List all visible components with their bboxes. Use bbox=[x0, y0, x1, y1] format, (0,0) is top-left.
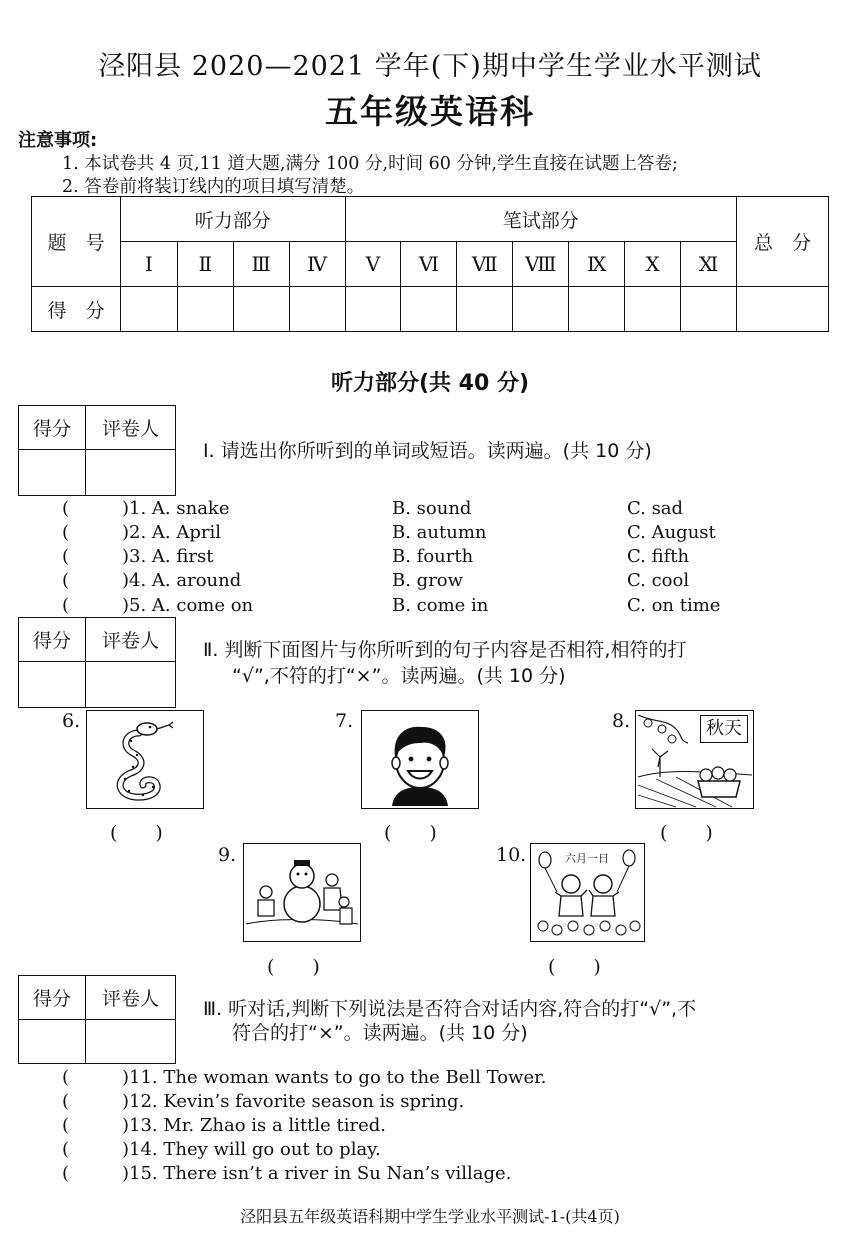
score-cell[interactable] bbox=[289, 287, 345, 332]
score-row-label: 得 分 bbox=[32, 287, 121, 332]
score-cell[interactable] bbox=[681, 287, 737, 332]
grader-box-1 bbox=[18, 405, 176, 496]
reviewer-label: 评卷人 bbox=[86, 406, 176, 450]
score-label: 得分 bbox=[19, 976, 86, 1020]
q13-paren[interactable]: ( bbox=[62, 1115, 70, 1136]
pic-8-answer[interactable]: ( ) bbox=[660, 822, 713, 844]
q4-option-c: C. cool bbox=[627, 570, 690, 591]
score-cell[interactable] bbox=[457, 287, 513, 332]
q11-paren[interactable]: ( bbox=[62, 1067, 70, 1088]
score-label: 得分 bbox=[19, 406, 86, 450]
children-balloons-icon bbox=[530, 843, 645, 942]
score-cell[interactable] bbox=[401, 287, 457, 332]
reviewer-input[interactable] bbox=[86, 1020, 176, 1064]
note-2: 2. 答卷前将装订线内的项目填写清楚。 bbox=[62, 177, 365, 197]
writing-part-header: 笔试部分 bbox=[345, 197, 736, 242]
q5-option-c: C. on time bbox=[627, 595, 721, 616]
q1-option-a: )1. A. snake bbox=[122, 498, 230, 519]
pic-6-answer[interactable]: ( ) bbox=[110, 822, 163, 844]
q3-option-b: B. fourth bbox=[392, 546, 474, 567]
score-cell[interactable] bbox=[120, 287, 177, 332]
pic-7-number: 7. bbox=[335, 710, 354, 732]
pic-7-answer[interactable]: ( ) bbox=[384, 822, 437, 844]
q11-statement: )11. The woman wants to go to the Bell Tower. bbox=[122, 1067, 547, 1088]
q15-statement: )15. There isn’t a river in Su Nan’s village. bbox=[122, 1163, 512, 1184]
q14-paren[interactable]: ( bbox=[62, 1139, 70, 1160]
score-label: 得分 bbox=[19, 618, 86, 662]
reviewer-input[interactable] bbox=[86, 450, 176, 496]
q1-option-c: C. sad bbox=[627, 498, 684, 519]
grader-box-2 bbox=[18, 617, 176, 708]
autumn-label: 秋天 bbox=[700, 715, 748, 743]
reviewer-label: 评卷人 bbox=[86, 976, 176, 1020]
score-cell[interactable] bbox=[513, 287, 569, 332]
numeral-cell: Ⅶ bbox=[457, 242, 513, 287]
numeral-cell: Ⅷ bbox=[513, 242, 569, 287]
q1-paren[interactable]: ( bbox=[62, 498, 70, 519]
q5-option-a: )5. A. come on bbox=[122, 595, 254, 616]
score-cell[interactable] bbox=[345, 287, 401, 332]
pic-6-number: 6. bbox=[62, 710, 81, 732]
section-3-heading-line2: 符合的打“×”。读两遍。(共 10 分) bbox=[232, 1022, 528, 1044]
pic-10-answer[interactable]: ( ) bbox=[548, 956, 601, 978]
score-cell[interactable] bbox=[625, 287, 681, 332]
snowman-icon bbox=[243, 843, 361, 942]
subject-title: 五年级英语科 bbox=[325, 92, 535, 131]
section-3-heading-line1: Ⅲ. 听对话,判断下列说法是否符合对话内容,符合的打“√”,不 bbox=[203, 998, 697, 1020]
q14-statement: )14. They will go out to play. bbox=[122, 1139, 381, 1160]
q4-option-a: )4. A. around bbox=[122, 570, 242, 591]
score-cell[interactable] bbox=[233, 287, 289, 332]
score-table bbox=[31, 196, 829, 332]
q5-option-b: B. come in bbox=[392, 595, 489, 616]
q13-statement: )13. Mr. Zhao is a little tired. bbox=[122, 1115, 387, 1136]
listening-section-title: 听力部分(共 40 分) bbox=[330, 371, 530, 396]
q4-paren[interactable]: ( bbox=[62, 570, 70, 591]
section-2-heading-line1: Ⅱ. 判断下面图片与你所听到的句子内容是否相符,相符的打 bbox=[203, 639, 687, 661]
q1-option-b: B. sound bbox=[392, 498, 472, 519]
notes-heading: 注意事项: bbox=[18, 130, 98, 151]
listening-part-header: 听力部分 bbox=[120, 197, 345, 242]
page-footer: 泾阳县五年级英语科期中学生学业水平测试-1-(共4页) bbox=[240, 1207, 620, 1226]
q2-paren[interactable]: ( bbox=[62, 522, 70, 543]
numeral-cell: Ⅴ bbox=[345, 242, 401, 287]
q5-paren[interactable]: ( bbox=[62, 595, 70, 616]
pic-10-number: 10. bbox=[496, 844, 527, 866]
numeral-cell: Ⅵ bbox=[401, 242, 457, 287]
reviewer-input[interactable] bbox=[86, 662, 176, 708]
q4-option-b: B. grow bbox=[392, 570, 464, 591]
q2-option-a: )2. A. April bbox=[122, 522, 221, 543]
q3-paren[interactable]: ( bbox=[62, 546, 70, 567]
question-number-label: 题 号 bbox=[32, 197, 121, 287]
section-2-heading-line2: “√”,不符的打“×”。读两遍。(共 10 分) bbox=[232, 665, 566, 687]
numeral-cell: Ⅺ bbox=[681, 242, 737, 287]
q2-option-b: B. autumn bbox=[392, 522, 487, 543]
exam-title: 泾阳县 2020—2021 学年(下)期中学生学业水平测试 bbox=[98, 51, 762, 82]
autumn-scene-icon bbox=[635, 710, 754, 809]
reviewer-label: 评卷人 bbox=[86, 618, 176, 662]
boy-face-icon bbox=[361, 710, 479, 809]
q3-option-a: )3. A. first bbox=[122, 546, 214, 567]
pic-9-answer[interactable]: ( ) bbox=[267, 956, 320, 978]
q12-paren[interactable]: ( bbox=[62, 1091, 70, 1112]
q2-option-c: C. August bbox=[627, 522, 716, 543]
section-1-heading: Ⅰ. 请选出你所听到的单词或短语。读两遍。(共 10 分) bbox=[203, 440, 652, 462]
score-input[interactable] bbox=[19, 450, 86, 496]
q12-statement: )12. Kevin’s favorite season is spring. bbox=[122, 1091, 465, 1112]
numeral-cell: Ⅱ bbox=[177, 242, 233, 287]
numeral-cell: Ⅹ bbox=[625, 242, 681, 287]
snake-icon bbox=[86, 710, 204, 809]
numeral-cell: Ⅸ bbox=[569, 242, 625, 287]
score-input[interactable] bbox=[19, 662, 86, 708]
score-cell[interactable] bbox=[177, 287, 233, 332]
total-score-label: 总 分 bbox=[737, 197, 829, 287]
numeral-cell: Ⅲ bbox=[233, 242, 289, 287]
numeral-cell: Ⅳ bbox=[289, 242, 345, 287]
pic-8-number: 8. bbox=[612, 710, 631, 732]
grader-box-3 bbox=[18, 975, 176, 1064]
june-first-label: 六月一日 bbox=[565, 852, 609, 865]
q15-paren[interactable]: ( bbox=[62, 1163, 70, 1184]
q3-option-c: C. fifth bbox=[627, 546, 690, 567]
total-score-cell[interactable] bbox=[737, 287, 829, 332]
note-1: 1. 本试卷共 4 页,11 道大题,满分 100 分,时间 60 分钟,学生直接在试题上答卷; bbox=[62, 154, 678, 174]
score-input[interactable] bbox=[19, 1020, 86, 1064]
score-cell[interactable] bbox=[569, 287, 625, 332]
numeral-cell: Ⅰ bbox=[120, 242, 177, 287]
pic-9-number: 9. bbox=[218, 844, 237, 866]
